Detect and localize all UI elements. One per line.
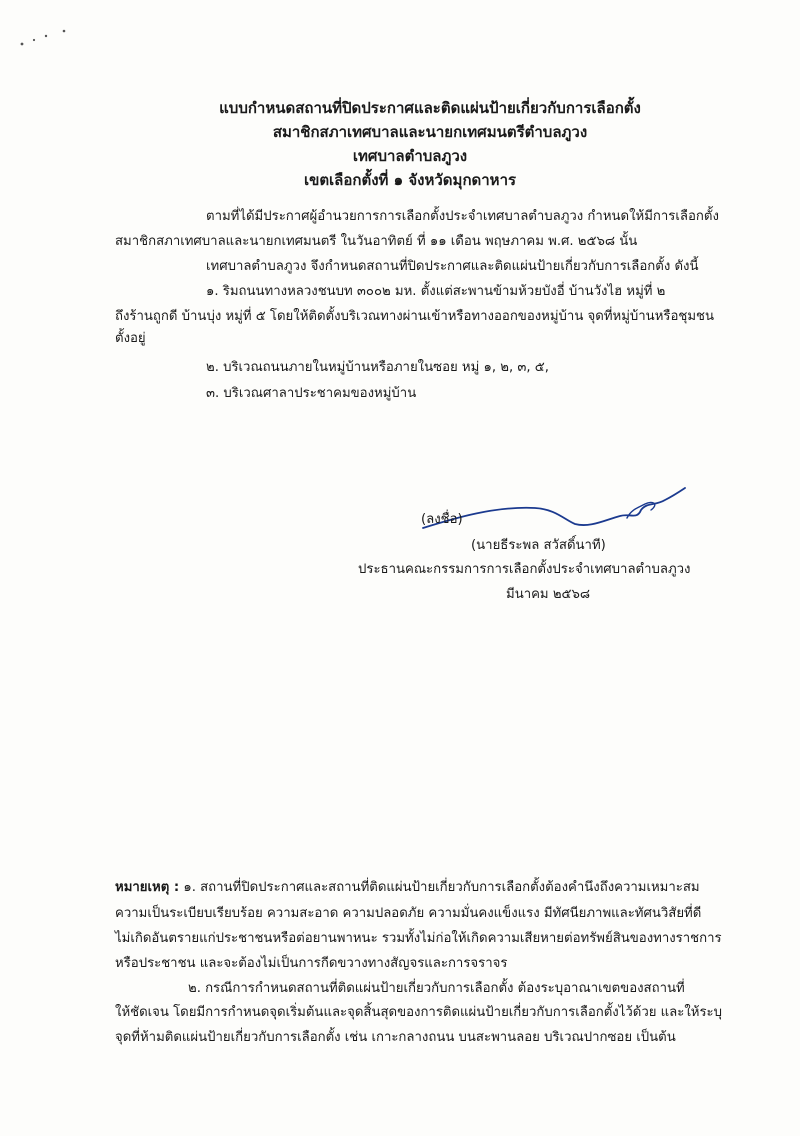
- title-line-2: สมาชิกสภาเทศบาลและนายกเทศมนตรีตำบลภูวง: [272, 123, 588, 141]
- note-1-line4: หรือประชาชน และจะต้องไม่เป็นการกีดขวางทางสัญจรและการจราจร: [115, 956, 508, 971]
- signer-position: ประธานคณะกรรมการการเลือกตั้งประจำเทศบาลตำบลภูวง: [358, 562, 691, 577]
- item1-line3: ตั้งอยู่: [115, 331, 146, 346]
- sign-date: มีนาคม ๒๕๖๘: [506, 587, 591, 602]
- document-title: [0, 96, 800, 192]
- item3: ๓. บริเวณศาลาประชาคมของหมู่บ้าน: [206, 386, 417, 401]
- note-label: หมายเหตุ :: [115, 880, 180, 895]
- note-2-line2: ให้ชัดเจน โดยมีการกำหนดจุดเริ่มต้นและจุดสิ้นสุดของการติดแผ่นป้ายเกี่ยวกับการเลือกตั้งไว้ด้วย และให้ระบุ: [115, 1005, 723, 1020]
- para1-line2: สมาชิกสภาเทศบาลและนายกเทศมนตรี ในวันอาทิตย์ ที่ ๑๑ เดือน พฤษภาคม พ.ศ. ๒๕๖๘ นั้น: [115, 234, 638, 249]
- note-2-line3: จุดที่ห้ามติดแผ่นป้ายเกี่ยวกับการเลือกตั้ง เช่น เกาะกลางถนน บนสะพานลอย บริเวณปากซอย เป็นต้น: [115, 1030, 676, 1045]
- title-line-4: เขตเลือกตั้งที่ ๑ จังหวัดมุกดาหาร: [303, 171, 517, 189]
- note-2-line1: ๒. กรณีการกำหนดสถานที่ติดแผ่นป้ายเกี่ยวกับการเลือกตั้ง ต้องระบุอาณาเขตของสถานที่: [188, 981, 685, 996]
- title-line-3: เทศบาลตำบลภูวง: [352, 147, 468, 165]
- item1-line1: ๑. ริมถนนทางหลวงชนบท ๓๐๐๒ มห. ตั้งแต่สะพานข้ามห้วยบังอี่ บ้านวังไฮ หมู่ที่ ๒: [206, 284, 666, 299]
- note-1-line1: [115, 876, 700, 900]
- para2: เทศบาลตำบลภูวง จึงกำหนดสถานที่ปิดประกาศและติดแผ่นป้ายเกี่ยวกับการเลือกตั้ง ดังนี้: [206, 259, 699, 274]
- sign-label: (ลงชื่อ): [421, 512, 463, 527]
- note-1-text: ๑. สถานที่ปิดประกาศและสถานที่ติดแผ่นป้ายเกี่ยวกับการเลือกตั้งต้องคำนึงถึงความเหมาะสม: [179, 880, 700, 895]
- para1-line1: ตามที่ได้มีประกาศผู้อำนวยการการเลือกตั้งประจำเทศบาลตำบลภูวง กำหนดให้มีการเลือกตั้ง: [206, 209, 719, 224]
- item1-line2: ถึงร้านถูกดี บ้านบุ่ง หมู่ที่ ๕ โดยให้ติดตั้งบริเวณทางผ่านเข้าหรือทางออกของหมู่บ้าน จุดที่หมู่บ้านหรือชุมชน: [115, 309, 715, 324]
- note-1-line2: ความเป็นระเบียบเรียบร้อย ความสะอาด ความปลอดภัย ความมั่นคงแข็งแรง มีทัศนียภาพและทัศนวิสัยที่ดี: [115, 906, 702, 921]
- scan-specks: [18, 28, 78, 48]
- item2: ๒. บริเวณถนนภายในหมู่บ้านหรือภายในซอย หมู่ ๑, ๒, ๓, ๕,: [206, 360, 549, 375]
- note-1-line3: ไม่เกิดอันตรายแก่ประชาชนหรือต่อยานพาหนะ รวมทั้งไม่ก่อให้เกิดความเสียหายต่อทรัพย์สินของทางราชการ: [115, 931, 722, 946]
- title-line-1: แบบกำหนดสถานที่ปิดประกาศและติดแผ่นป้ายเกี่ยวกับการเลือกตั้ง: [219, 99, 641, 117]
- signer-name: (นายธีระพล สวัสดิ์นาที): [471, 538, 606, 553]
